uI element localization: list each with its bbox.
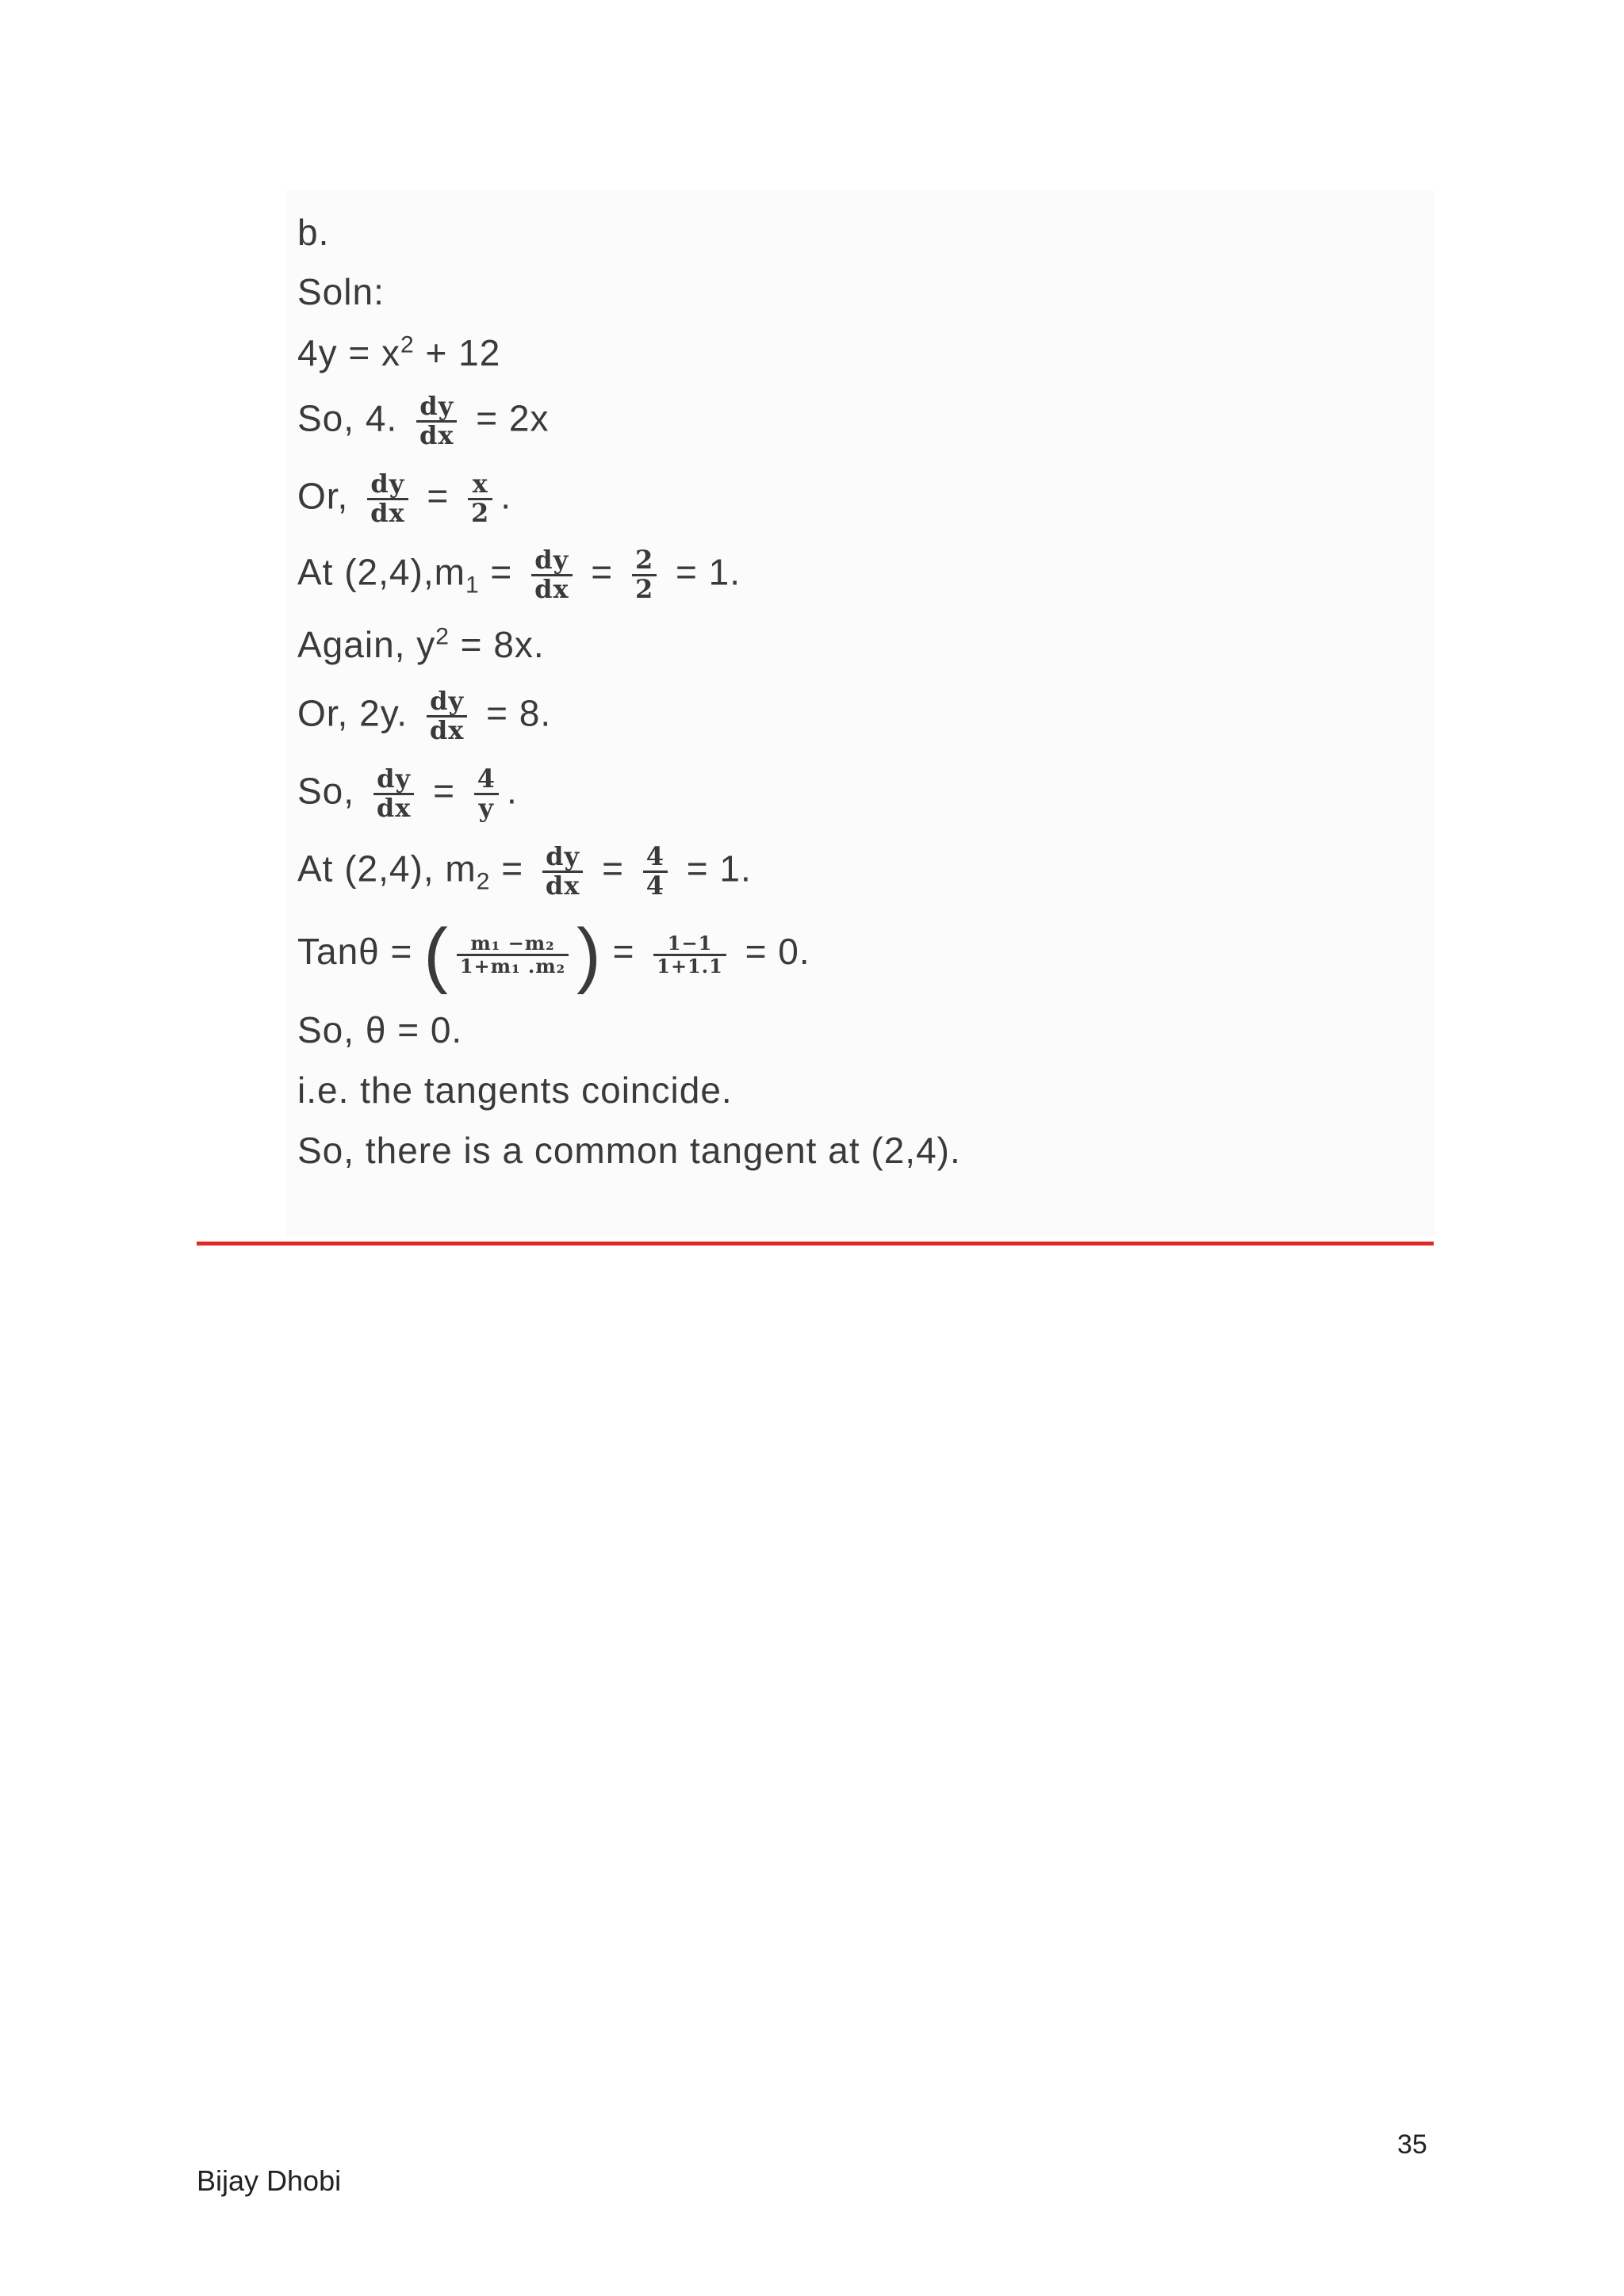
equation-line-8: At (2,4), $m_2$ = $\frac{dy}{dx}$ = $\frac{4}{4}$ = 1.: [297, 841, 752, 901]
page-number: 35: [1397, 2130, 1427, 2160]
equation-line-7: So, $\frac{dy}{dx}$ = $\frac{4}{y}$ .: [297, 763, 518, 823]
fraction-slope-formula: $\frac{\text{m₁ −m₂}}{\text{1+m₁ .m₂}}$: [457, 933, 569, 975]
equation-line-9: Tanθ = ( $\frac{\text{m₁ −m₂}}{\text{1+m₁ .m₂}}$ ) = $\frac{1-1}{1+1.1}$ = 0.: [297, 914, 810, 995]
author-name: Bijay Dhobi: [197, 2164, 342, 2197]
conclusion-line-1: i.e. the tangents coincide.: [297, 1070, 733, 1111]
fraction-4-4: $\frac{4}{4}$: [643, 844, 668, 899]
fraction-dy-dx: $\frac{dy}{dx}$: [367, 471, 408, 526]
fraction-2-2: $\frac{2}{2}$: [632, 547, 657, 603]
section-divider: [197, 1242, 1434, 1246]
equation-line-2: So, 4. $\frac{dy}{dx}$ = 2x: [297, 391, 550, 450]
fraction-numeric: $\frac{1-1}{1+1.1}$: [653, 933, 726, 975]
fraction-4-y: $\frac{4}{y}$: [474, 766, 499, 821]
fraction-dy-dx: $\frac{dy}{dx}$: [427, 688, 467, 744]
equation-line-6: Or, 2y. $\frac{dy}{dx}$ = 8.: [297, 686, 552, 745]
fraction-dy-dx: $\frac{dy}{dx}$: [416, 393, 457, 449]
equation-line-1: $4y = x^2 + 12$: [297, 331, 501, 373]
equation-line-3: Or, $\frac{dy}{dx}$ = $\frac{x}{2}$ .: [297, 469, 512, 528]
fraction-dy-dx: $\frac{dy}{dx}$: [542, 844, 583, 899]
equation-line-5: Again, $y^2 = 8x$.: [297, 623, 545, 665]
fraction-dy-dx: $\frac{dy}{dx}$: [373, 766, 414, 821]
conclusion-line-2: So, there is a common tangent at (2,4).: [297, 1130, 961, 1171]
fraction-dy-dx: $\frac{dy}{dx}$: [531, 547, 572, 603]
part-label: b.: [297, 212, 330, 253]
fraction-x-2: $\frac{x}{2}$: [468, 471, 492, 526]
equation-line-10: So, θ = 0.: [297, 1009, 463, 1050]
equation-line-4: At $(2,4),m_1$ = $\frac{dy}{dx}$ = $\frac{2}{2}$ = 1.: [297, 545, 741, 604]
solution-heading: Soln:: [297, 271, 385, 312]
